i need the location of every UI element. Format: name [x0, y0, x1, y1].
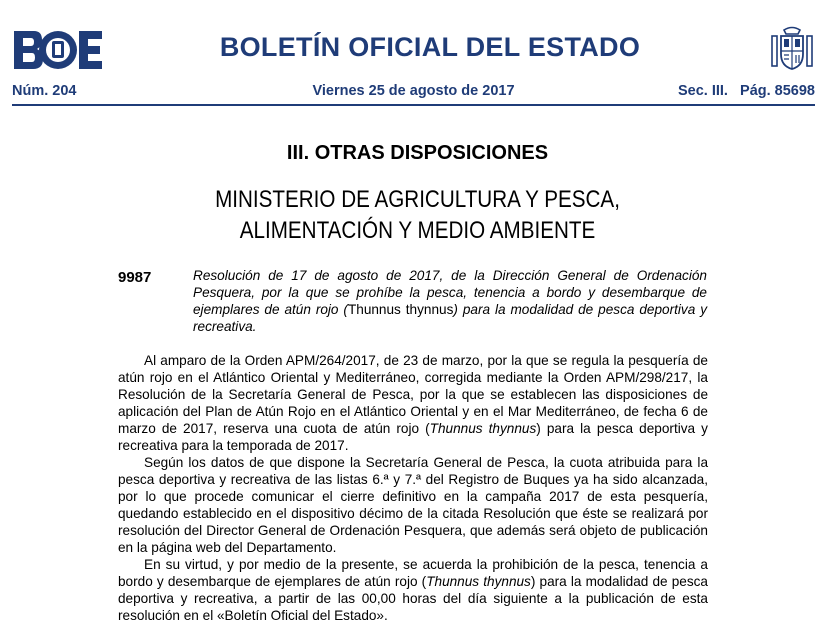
paragraph-3: En su virtud, y por medio de la presente, se acuerda la prohibición de la pesca, tenencia a bordo y desembarque de ejemplares de atún rojo (Thunnus thynnus) para la modalidad de pesca deportiva y recreativa, a partir de las 00,00 horas del día siguiente a la publicación de esta resolución en el «Boletín Oficial del Estado». — [118, 557, 708, 623]
species-name: Thunnus thynnus — [429, 421, 537, 436]
paragraph-1: Al amparo de la Orden APM/264/2017, de 23 de marzo, por la que se regula la pesquería de atún rojo en el Atlántico Oriental y Mediterráneo, corregida mediante la Orden APM/298/217, la Resolución de la Secretaría General de Pesca, por la que se establecen las disposiciones de aplicación del Plan de Atún Rojo en el Atlántico Oriental y en el Mar Mediterráneo, de fecha 6 de marzo de 2017, reserva una cuota de atún rojo (Thunnus thynnus) para la pesca deportiva y recreativa para la temporada de 2017. — [118, 353, 708, 453]
coat-of-arms-icon — [768, 24, 816, 72]
boe-header — [0, 0, 835, 110]
ministry-line-1: MINISTERIO DE AGRICULTURA Y PESCA, — [215, 186, 620, 213]
header-divider — [12, 104, 815, 106]
document-body — [118, 352, 708, 624]
ministry-name — [58, 184, 776, 246]
section-title: III. OTRAS DISPOSICIONES — [286, 142, 549, 164]
ministry-line-2: ALIMENTACIÓN Y MEDIO AMBIENTE — [239, 217, 596, 244]
species-name: Thunnus thynnus — [426, 574, 531, 589]
document-number: 9987 — [118, 269, 152, 286]
issue-date: Viernes 25 de agosto de 2017 — [312, 83, 515, 99]
section-page: Sec. III. Pág. 85698 — [677, 83, 815, 99]
gazette-title: BOLETÍN OFICIAL DEL ESTADO — [219, 32, 641, 62]
paragraph-2: Según los datos de que dispone la Secretaría General de Pesca, la cuota atribuida para la pesca deportiva y recreativa de las listas 6.ª y 7.ª del Registro de Buques ya ha sido alcanzada, por lo que procede comunicar el cierre definitivo en la campaña 2017 de esta pesquería, quedando establecido en el dispositivo décimo de la citada Resolución que éste se realizará por resolución del Director General de Ordenación Pesquera, que además será objeto de publicación en la página web del Departamento. — [118, 455, 708, 555]
issue-number: Núm. 204 — [12, 83, 77, 99]
document-summary: Resolución de 17 de agosto de 2017, de la Dirección General de Ordenación Pesquera, por la que se prohíbe la pesca, tenencia a bordo y desembarque de ejemplares de atún rojo (Thunnus thynnus) para la modalidad de pesca deportiva y recreativa. — [193, 268, 707, 334]
boe-logo — [12, 29, 104, 71]
header-meta — [12, 83, 815, 105]
